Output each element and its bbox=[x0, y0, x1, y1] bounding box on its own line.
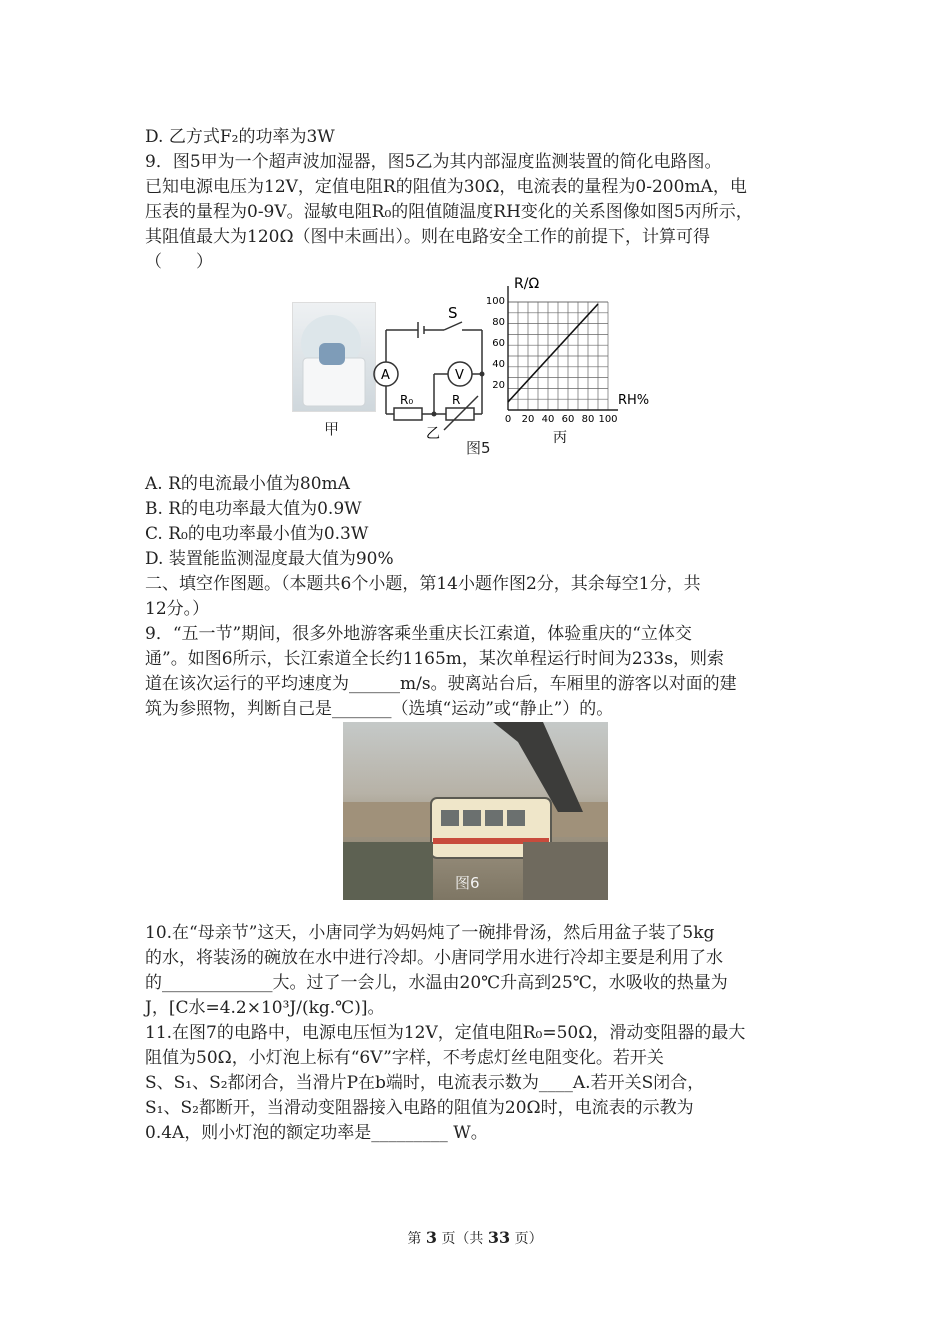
y-tick: 80 bbox=[492, 317, 505, 328]
x-tick: 40 bbox=[541, 414, 555, 425]
text-line: S₁、S₂都断开，当滑动变阻器接入电路的阻值为20Ω时，电流表的示教为 bbox=[145, 1098, 694, 1118]
x-tick: 60 bbox=[561, 414, 575, 425]
page-number: 3 bbox=[425, 1228, 437, 1247]
section-heading: 12分。） bbox=[145, 599, 210, 619]
switch-label: S bbox=[448, 304, 458, 322]
x-tick: 100 bbox=[598, 414, 618, 425]
option-b: B. R的电功率最大值为0.9W bbox=[145, 499, 362, 519]
x-axis-label: RH% bbox=[618, 393, 650, 408]
text-line: 11.在图7的电路中，电源电压恒为12V，定值电阻R₀=50Ω，滑动变阻器的最大 bbox=[145, 1023, 746, 1043]
text-line: 其阻值最大为120Ω（图中未画出）。则在电路安全工作的前提下，计算可得 bbox=[145, 227, 711, 247]
fig5-label-yi: 乙 bbox=[426, 426, 440, 440]
text-line: J，[C水=4.2×10³J/(kg.℃)]。 bbox=[145, 998, 385, 1018]
y-tick: 40 bbox=[492, 359, 505, 370]
text-line: 0.4A，则小灯泡的额定功率是_________ W。 bbox=[145, 1123, 488, 1143]
resistance-rh-chart bbox=[478, 272, 658, 452]
text-line: 阻值为50Ω，小灯泡上标有“6V”字样，不考虑灯丝电阻变化。若开关 bbox=[145, 1048, 664, 1068]
text-line: 压表的量程为0-9V。湿敏电阻R₀的阻值随温度RH变化的关系图像如图5丙所示， bbox=[145, 202, 753, 222]
text-line: 通”。如图6所示，长江索道全长约1165m，某次单程运行时间为233s，则索 bbox=[145, 649, 725, 669]
voltmeter-label: V bbox=[455, 368, 464, 383]
text-line: 筑为参照物，判断自己是_______（选填“运动”或“静止”）的。 bbox=[145, 699, 614, 719]
footer-mid: 页（共 bbox=[441, 1231, 484, 1247]
fig6-caption: 图6 bbox=[455, 874, 480, 892]
fig5-caption: 图5 bbox=[466, 439, 491, 457]
y-tick: 20 bbox=[492, 380, 505, 391]
text-line: 10.在“母亲节”这天，小唐同学为妈妈炖了一碗排骨汤，然后用盆子装了5kg bbox=[145, 923, 715, 943]
humidifier-photo bbox=[292, 302, 376, 412]
x-tick: 0 bbox=[504, 414, 512, 425]
y-tick: 60 bbox=[492, 338, 505, 349]
option-c: C. R₀的电功率最小值为0.3W bbox=[145, 524, 369, 544]
text-line: 已知电源电压为12V，定值电阻R的阻值为30Ω，电流表的量程为0-200mA，电 bbox=[145, 177, 747, 197]
option-d: D. 装置能监测湿度最大值为90% bbox=[145, 549, 394, 569]
text-line: 9．图5甲为一个超声波加湿器，图5乙为其内部湿度监测装置的简化电路图。 bbox=[145, 152, 722, 172]
footer-pre: 第 bbox=[407, 1231, 422, 1247]
y-axis-label: R/Ω bbox=[514, 276, 540, 292]
ammeter-label: A bbox=[381, 368, 390, 383]
option-a: A. R的电流最小值为80mA bbox=[145, 474, 350, 494]
cable-car-photo bbox=[343, 722, 608, 900]
r0-label: R₀ bbox=[400, 393, 414, 407]
r-label: R bbox=[452, 393, 461, 407]
text-line: （ ） bbox=[145, 252, 213, 272]
text-line: 9．“五一节”期间，很多外地游客乘坐重庆长江索道，体验重庆的“立体交 bbox=[145, 624, 692, 644]
section-heading: 二、填空作图题。（本题共6个小题，第14小题作图2分，其余每空1分，共 bbox=[145, 574, 701, 594]
text-line: 的_____________大。过了一会儿，水温由20℃升高到25℃，水吸收的热量为 bbox=[145, 973, 728, 993]
x-tick: 20 bbox=[521, 414, 535, 425]
fig5-label-jia: 甲 bbox=[324, 420, 340, 438]
y-tick: 100 bbox=[485, 296, 505, 307]
circuit-diagram bbox=[372, 300, 492, 440]
fig5-label-bing: 丙 bbox=[553, 430, 567, 446]
page-footer bbox=[0, 1228, 950, 1248]
text-line: D. 乙方式F₂的功率为3W bbox=[145, 127, 335, 147]
page-total: 33 bbox=[487, 1228, 511, 1247]
text-line: 道在该次运行的平均速度为______m/s。驶离站台后，车厢里的游客以对面的建 bbox=[145, 674, 737, 694]
text-line: S、S₁、S₂都闭合，当滑片P在b端时，电流表示数为____A.若开关S闭合， bbox=[145, 1073, 705, 1093]
text-line: 的水，将装汤的碗放在水中进行冷却。小唐同学用水进行冷却主要是利用了水 bbox=[145, 948, 723, 968]
footer-post: 页） bbox=[514, 1231, 543, 1247]
x-tick: 80 bbox=[581, 414, 595, 425]
